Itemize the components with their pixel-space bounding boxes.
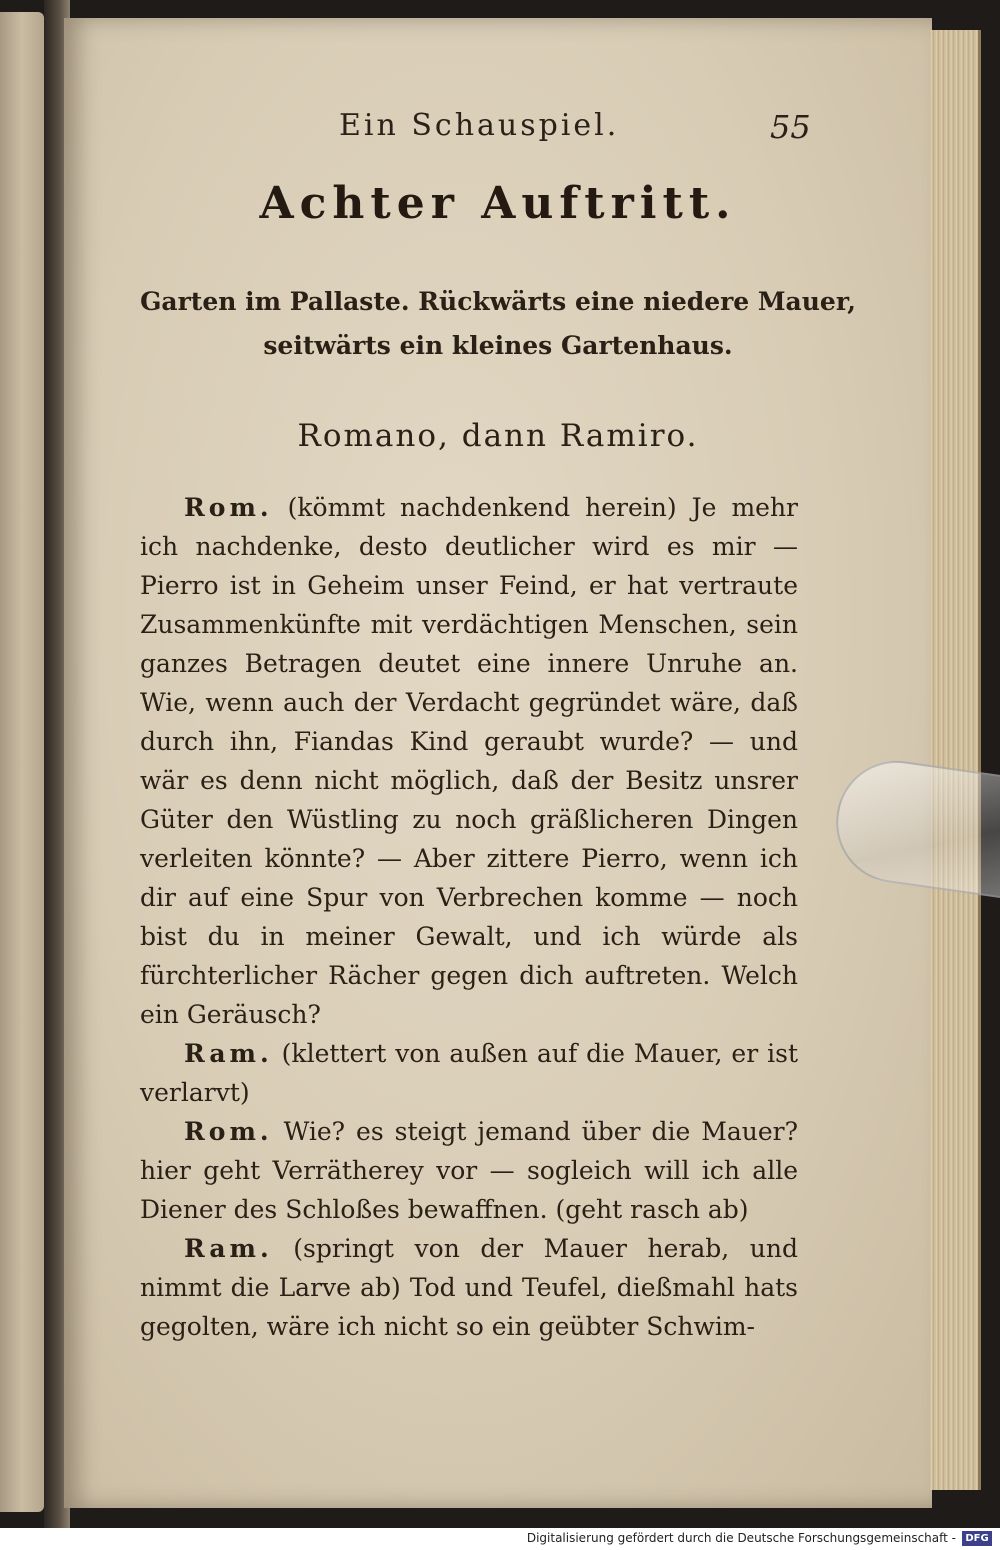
paragraph xyxy=(140,1034,798,1112)
setting-line-1: Garten im Pallaste. Rückwärts eine niedere Mauer, xyxy=(140,287,856,316)
running-head-title: Ein Schauspiel. xyxy=(339,108,620,143)
dfg-logo-icon: DFG xyxy=(962,1531,992,1546)
page-edges xyxy=(930,30,981,1490)
previous-page-edge xyxy=(0,12,44,1512)
footer-bar xyxy=(0,1528,1000,1550)
paragraph xyxy=(140,488,798,1034)
speech: (klettert von außen auf die Mauer, er ist verlarvt) xyxy=(140,1039,798,1107)
speech: (kömmt nachdenkend herein) Je mehr ich nachdenke, desto deutlicher wird es mir — Pierro ist in Geheim unser Feind, er hat vertraute Zusammenkünfte mit verdächtigen Menschen, sein ganzes Betragen deutet eine innere Unruhe an. Wie, wenn auch der Verdacht gegründet wäre, daß durch ihn, Fiandas Kind geraubt wurde? — und wär es denn nicht möglich, daß der Besitz unsrer Güter den Wüstling zu noch gräßlicheren Dingen verleiten könnte? — Aber zittere Pierro, wenn ich dir auf eine Spur von Verbrechen komme — noch bist du in meiner Gewalt, und ich würde als fürchterlicher Rächer gegen dich auftreten. Welch ein Geräusch? xyxy=(140,493,798,1029)
running-head xyxy=(64,108,932,148)
speech: (springt von der Mauer herab, und nimmt die Larve ab) Tod und Teufel, dießmahl hats gegolten, wäre ich nicht so ein geübter Schwim- xyxy=(140,1234,799,1341)
setting-line-2: seitwärts ein kleines Gartenhaus. xyxy=(263,331,733,360)
speaker: Ram. xyxy=(184,1039,273,1068)
scene-characters: Romano, dann Ramiro. xyxy=(297,418,699,454)
footer-credit: Digitalisierung gefördert durch die Deutsche Forschungsgemeinschaft - xyxy=(526,1531,956,1545)
speaker: Rom. xyxy=(184,1117,273,1146)
speaker: Rom. xyxy=(184,493,273,522)
paragraph xyxy=(140,1112,798,1229)
scene-title: Achter Auftritt. xyxy=(259,178,737,229)
speech: Wie? es steigt jemand über die Mauer? hier geht Verrätherey vor — sogleich will ich alle Diener des Schloßes bewaffnen. (geht rasch ab) xyxy=(140,1117,798,1224)
speaker: Ram. xyxy=(184,1234,273,1263)
dialogue-text xyxy=(140,488,798,1346)
paragraph xyxy=(140,1229,798,1346)
page-number: 55 xyxy=(770,108,811,146)
scene-setting xyxy=(64,280,932,368)
